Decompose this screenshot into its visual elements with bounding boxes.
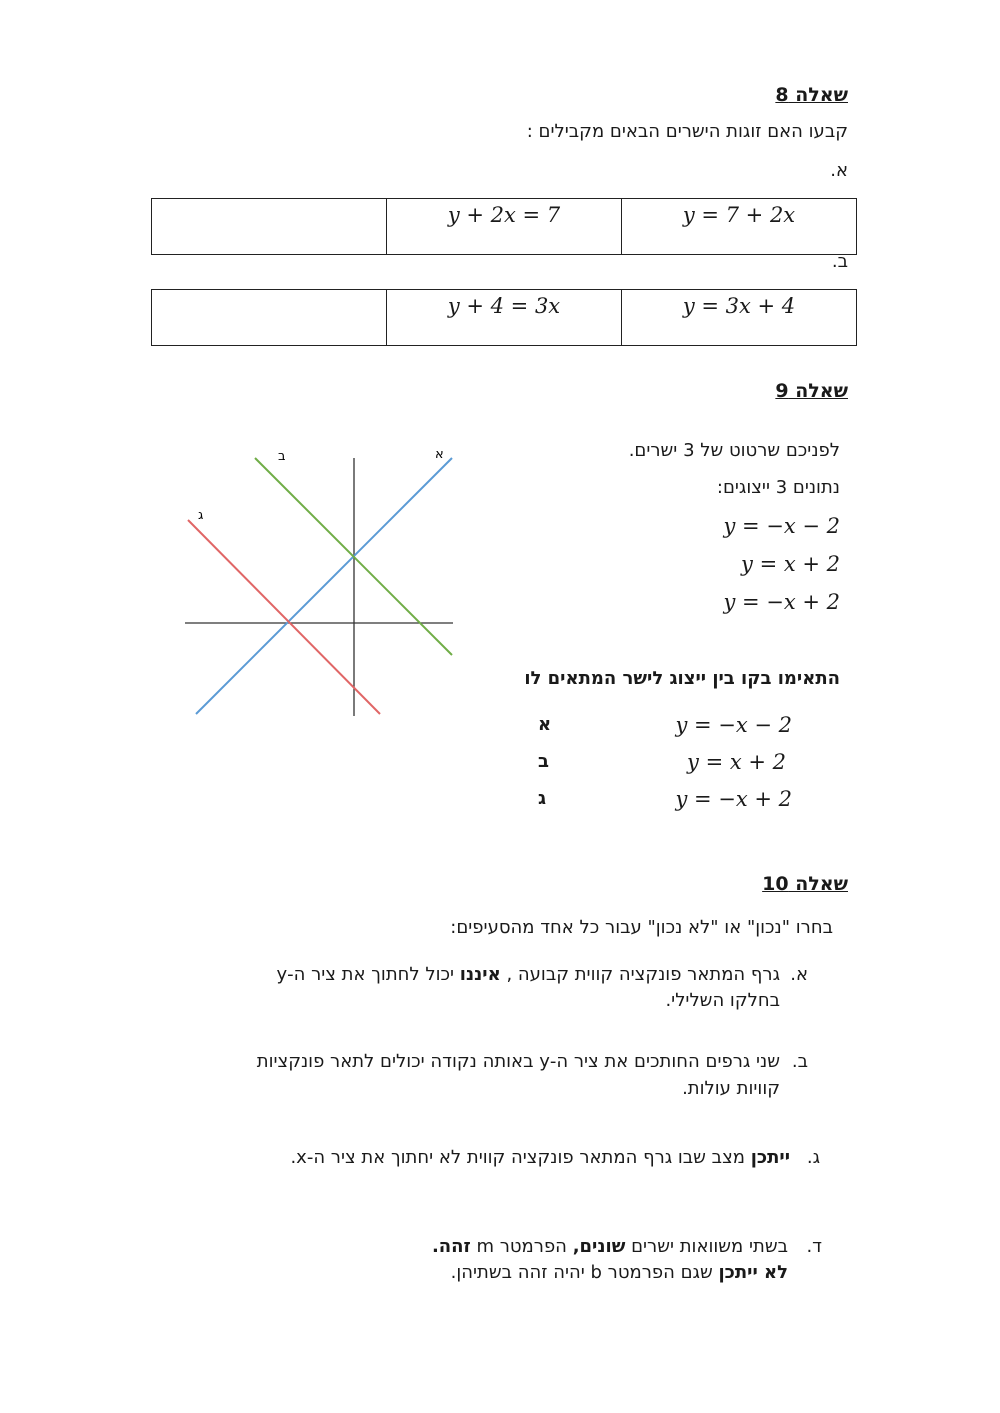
- q10-item-d-text-mid: הפרמטר m: [476, 1236, 567, 1257]
- line-a-blue: [196, 458, 452, 714]
- q10-instruction: בחרו "נכון" או "לא נכון" עבור כל אחד מהסעיפים:: [450, 917, 833, 938]
- q9-graph: [180, 440, 470, 730]
- q9-equation-1: y = −x − 2: [723, 514, 840, 538]
- q10-item-c-bold: ייתכן: [750, 1147, 790, 1168]
- line-c-red: [188, 520, 380, 714]
- q8-instruction: קבעו האם זוגות הישרים הבאים מקבילים :: [526, 121, 848, 142]
- q10-item-d-line1: [432, 1236, 788, 1257]
- q10-item-d-bold2: זהה.: [431, 1236, 471, 1257]
- q9-heading: שאלה 9: [775, 380, 848, 402]
- line-label-a: א: [435, 447, 444, 462]
- q9-match-letter-a[interactable]: א: [538, 714, 552, 735]
- q10-item-a-bold: איננו: [459, 964, 501, 985]
- q10-item-d-bold1: שונים,: [572, 1236, 626, 1257]
- q8-eq1-a: y = 7 + 2x: [622, 199, 857, 255]
- q9-equation-2: y = x + 2: [741, 552, 840, 576]
- q10-item-b-line2: קוויות עולות.: [682, 1078, 780, 1099]
- q10-item-d-line2: [451, 1262, 788, 1283]
- q10-item-a-label: א.: [790, 964, 808, 985]
- q10-item-d-line2-text: שגם הפרמטר b יהיה זהה בשתיהן.: [450, 1262, 713, 1283]
- q9-match-letter-c[interactable]: ג: [538, 788, 547, 809]
- q10-item-d-text-before: בשתי משוואות ישרים: [631, 1236, 788, 1257]
- q8-heading: שאלה 8: [775, 84, 848, 106]
- q10-item-d-label: ד.: [806, 1236, 822, 1257]
- q8-answer-cell-a[interactable]: [152, 199, 387, 255]
- q10-heading: שאלה 10: [762, 873, 848, 895]
- q9-match-eq-2[interactable]: y = x + 2: [687, 750, 786, 774]
- q8-table-a: [151, 198, 857, 255]
- q9-match-eq-1[interactable]: y = −x − 2: [675, 713, 792, 737]
- q10-item-a-line1: [276, 964, 780, 985]
- q10-item-c-text: מצב שבו גרף המתאר פונקציה קווית לא יחתוך את ציר ה-x.: [290, 1147, 745, 1168]
- q8-eq2-a: y + 2x = 7: [387, 199, 622, 255]
- q10-item-a-text-before: גרף המתאר פונקציה קווית קבועה ,: [506, 964, 780, 985]
- q9-intro: לפניכם שרטוט של 3 ישרים.: [628, 440, 840, 461]
- q8-answer-cell-b[interactable]: [152, 290, 387, 346]
- q9-given: נתונים 3 ייצוגים:: [716, 477, 840, 498]
- line-label-b: ב: [278, 449, 286, 464]
- q10-item-c-label: ג.: [806, 1147, 820, 1168]
- q8-eq1-b: y = 3x + 4: [622, 290, 857, 346]
- q8-part-b-label: ב.: [831, 251, 848, 272]
- q10-item-d-bold3: לא ייתכן: [718, 1262, 788, 1283]
- q9-match-instruction: התאימו בקו בין ייצוג לישר המתאים לו: [524, 668, 840, 689]
- q8-table-b: [151, 289, 857, 346]
- q10-item-b-line1: שני גרפים החותכים את ציר ה-y באותה נקודה יכולים לתאר פונקציות: [256, 1051, 780, 1072]
- line-label-c: ג: [198, 508, 204, 523]
- q8-eq2-b: y + 4 = 3x: [387, 290, 622, 346]
- q10-item-b-label: ב.: [791, 1051, 808, 1072]
- q10-item-a-line2: בחלקו השלילי.: [665, 990, 780, 1011]
- q8-part-a-label: א.: [830, 160, 848, 181]
- q9-equation-3: y = −x + 2: [723, 590, 840, 614]
- q10-item-a-text-after: יכול לחתוך את ציר ה-y: [276, 964, 455, 985]
- q10-item-c-line1: [290, 1147, 790, 1168]
- q9-match-eq-3[interactable]: y = −x + 2: [675, 787, 792, 811]
- q9-match-letter-b[interactable]: ב: [538, 751, 549, 772]
